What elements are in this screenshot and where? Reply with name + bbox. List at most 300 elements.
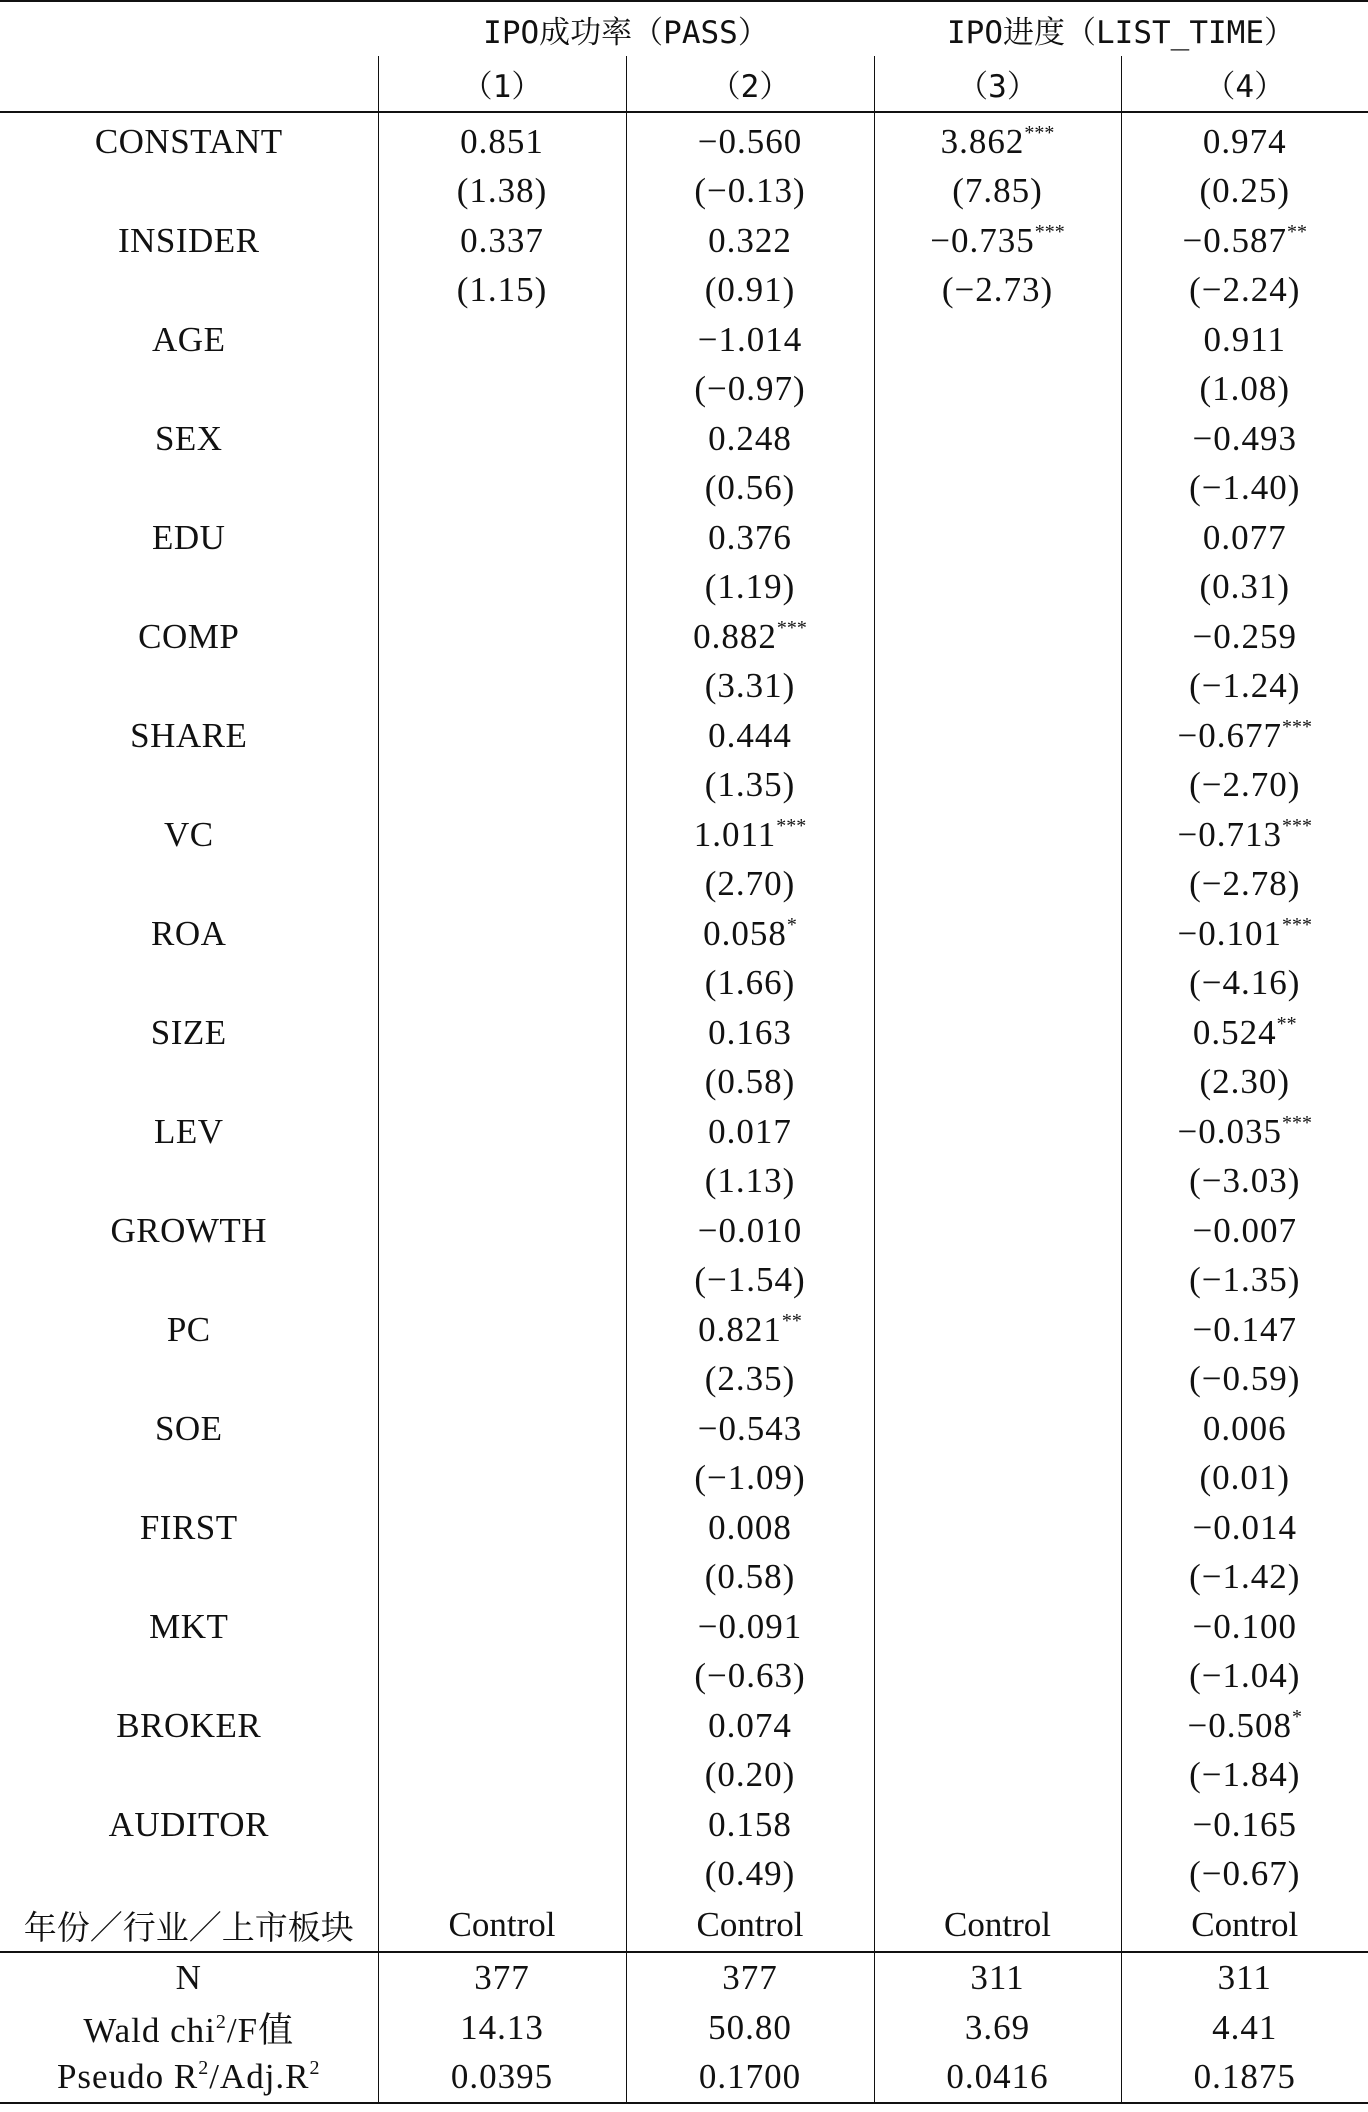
- table-row-tstat: [0, 464, 1368, 514]
- table-row-tstat: [0, 266, 1368, 316]
- t-statistic-cell: (−2.73): [874, 266, 1121, 316]
- stat-label: [0, 2003, 378, 2053]
- table-header: [0, 1, 1368, 112]
- blank-cell: [0, 1652, 378, 1702]
- stat-label-part: 2: [198, 2057, 210, 2080]
- coefficient-value: 0.248: [708, 418, 792, 458]
- blank-cell: [0, 1157, 378, 1207]
- coefficient-value: 0.077: [1202, 517, 1287, 557]
- t-statistic-cell: (−1.35): [1121, 1256, 1368, 1306]
- coefficient-cell: [626, 1503, 874, 1553]
- coefficient-cell: [1121, 414, 1368, 464]
- stat-value: 0.0395: [378, 2053, 626, 2104]
- variable-name: SHARE: [130, 715, 248, 755]
- coefficient-cell: [1121, 1008, 1368, 1058]
- table-body: [0, 112, 1368, 2103]
- t-statistic-cell: [874, 1652, 1121, 1702]
- coefficient-value: 0.444: [708, 715, 792, 755]
- table-row: [0, 909, 1368, 959]
- variable-name: SIZE: [150, 1012, 227, 1052]
- variable-name: LEV: [153, 1111, 224, 1151]
- coefficient-cell: [874, 1305, 1121, 1355]
- control-cell: Control: [378, 1899, 626, 1952]
- coefficient-value: −0.508: [1187, 1705, 1292, 1745]
- coefficient-cell: [874, 112, 1121, 167]
- coefficient-cell: [626, 1602, 874, 1652]
- t-statistic-cell: [378, 1850, 626, 1900]
- coefficient-cell: [626, 414, 874, 464]
- t-statistic-cell: [378, 365, 626, 415]
- coefficient-value: 0.074: [708, 1705, 792, 1745]
- t-statistic-cell: [378, 1652, 626, 1702]
- t-statistic-cell: [874, 1553, 1121, 1603]
- coefficient-value: −0.101: [1177, 913, 1282, 953]
- coefficient-cell: [874, 1701, 1121, 1751]
- significance-stars: **: [1287, 220, 1307, 243]
- control-cell: Control: [1121, 1899, 1368, 1952]
- coefficient-value: −0.010: [697, 1210, 803, 1250]
- table-row-tstat: [0, 1256, 1368, 1306]
- coefficient-cell: [1121, 112, 1368, 167]
- t-statistic-cell: [874, 959, 1121, 1009]
- stat-value: 50.80: [626, 2003, 874, 2053]
- coefficient-value: −1.014: [697, 319, 803, 359]
- coefficient-cell: [378, 216, 626, 266]
- table-row-tstat: [0, 761, 1368, 811]
- coefficient-value: 0.008: [708, 1507, 792, 1547]
- table-row-tstat: [0, 167, 1368, 217]
- coefficient-value: −0.165: [1192, 1804, 1297, 1844]
- coefficient-value: −0.100: [1192, 1606, 1297, 1646]
- table-row-tstat: [0, 1355, 1368, 1405]
- significance-stars: ***: [776, 814, 807, 837]
- coefficient-value: 0.821: [698, 1309, 782, 1349]
- table-row: [0, 1701, 1368, 1751]
- coefficient-cell: [1121, 1800, 1368, 1850]
- table-row: [0, 112, 1368, 167]
- coefficient-cell: [874, 909, 1121, 959]
- blank-cell: [0, 662, 378, 712]
- coefficient-cell: [874, 513, 1121, 563]
- coefficient-cell: [874, 1404, 1121, 1454]
- t-statistic-cell: [874, 761, 1121, 811]
- t-statistic-cell: [874, 1454, 1121, 1504]
- t-statistic-cell: [874, 1355, 1121, 1405]
- blank-cell: [0, 959, 378, 1009]
- coefficient-cell: [626, 216, 874, 266]
- variable-name: ROA: [151, 913, 227, 953]
- blank-cell: [0, 860, 378, 910]
- coefficient-value: −0.735: [930, 220, 1035, 260]
- t-statistic-cell: (−1.04): [1121, 1652, 1368, 1702]
- t-statistic-cell: [378, 1355, 626, 1405]
- table-row: [0, 612, 1368, 662]
- blank-cell: [0, 563, 378, 613]
- table-row-tstat: [0, 563, 1368, 613]
- variable-name: BROKER: [116, 1705, 262, 1745]
- coefficient-cell: [1121, 1305, 1368, 1355]
- t-statistic-cell: [378, 1157, 626, 1207]
- t-statistic-cell: (−3.03): [1121, 1157, 1368, 1207]
- t-statistic-cell: (2.70): [626, 860, 874, 910]
- coefficient-cell: [1121, 909, 1368, 959]
- stat-label-part: /F值: [226, 2010, 295, 2050]
- blank-cell: [0, 167, 378, 217]
- coefficient-cell: [378, 1602, 626, 1652]
- stat-row: [0, 2053, 1368, 2104]
- coefficient-cell: [874, 1602, 1121, 1652]
- coefficient-cell: [874, 1206, 1121, 1256]
- coefficient-cell: [378, 112, 626, 167]
- significance-stars: ***: [1024, 121, 1055, 144]
- table-row: [0, 1404, 1368, 1454]
- coefficient-value: 1.011: [693, 814, 777, 854]
- stat-value: 0.1875: [1121, 2053, 1368, 2104]
- coefficient-value: 0.058: [703, 913, 787, 953]
- stat-value: 3.69: [874, 2003, 1121, 2053]
- t-statistic-cell: (−0.63): [626, 1652, 874, 1702]
- coefficient-cell: [378, 414, 626, 464]
- coefficient-cell: [626, 513, 874, 563]
- coefficient-cell: [378, 1701, 626, 1751]
- t-statistic-cell: (−2.78): [1121, 860, 1368, 910]
- blank-cell: [0, 464, 378, 514]
- coefficient-cell: [378, 612, 626, 662]
- t-statistic-cell: [874, 1157, 1121, 1207]
- table-row: [0, 1206, 1368, 1256]
- t-statistic-cell: [378, 662, 626, 712]
- stat-label: [0, 2053, 378, 2104]
- coefficient-cell: [1121, 1602, 1368, 1652]
- t-statistic-cell: (−2.70): [1121, 761, 1368, 811]
- t-statistic-cell: [378, 1058, 626, 1108]
- coefficient-cell: [378, 513, 626, 563]
- coefficient-cell: [626, 1404, 874, 1454]
- t-statistic-cell: (−1.24): [1121, 662, 1368, 712]
- coefficient-value: 0.851: [460, 121, 544, 161]
- stat-value: 0.0416: [874, 2053, 1121, 2104]
- table-row: [0, 1800, 1368, 1850]
- variable-name: PC: [166, 1309, 211, 1349]
- coefficient-cell: [378, 810, 626, 860]
- coefficient-value: −0.259: [1192, 616, 1297, 656]
- table-row-tstat: [0, 1553, 1368, 1603]
- table-row: [0, 315, 1368, 365]
- table-row-tstat: [0, 365, 1368, 415]
- stat-label-part: 2: [309, 2057, 321, 2080]
- coefficient-value: 0.006: [1202, 1408, 1287, 1448]
- coefficient-cell: [1121, 612, 1368, 662]
- t-statistic-cell: (0.91): [626, 266, 874, 316]
- coefficient-value: −0.677: [1177, 715, 1282, 755]
- t-statistic-cell: (0.25): [1121, 167, 1368, 217]
- t-statistic-cell: [378, 1751, 626, 1801]
- coefficient-cell: [378, 1503, 626, 1553]
- variable-name: INSIDER: [117, 220, 260, 260]
- t-statistic-cell: (−0.59): [1121, 1355, 1368, 1405]
- stat-label-part: Wald chi: [83, 2010, 216, 2050]
- coefficient-cell: [626, 1800, 874, 1850]
- significance-stars: *: [786, 913, 797, 936]
- coefficient-value: 0.524: [1192, 1012, 1277, 1052]
- coefficient-cell: [1121, 1404, 1368, 1454]
- table-row: [0, 711, 1368, 761]
- coefficient-value: 0.911: [1203, 319, 1286, 359]
- t-statistic-cell: (−1.09): [626, 1454, 874, 1504]
- t-statistic-cell: (0.58): [626, 1058, 874, 1108]
- blank-cell: [0, 1058, 378, 1108]
- blank-cell: [0, 266, 378, 316]
- t-statistic-cell: (0.01): [1121, 1454, 1368, 1504]
- table-row-tstat: [0, 1850, 1368, 1900]
- coefficient-value: −0.147: [1192, 1309, 1297, 1349]
- t-statistic-cell: [874, 1058, 1121, 1108]
- stat-label: N: [0, 1952, 378, 2003]
- coefficient-cell: [626, 1206, 874, 1256]
- t-statistic-cell: [874, 464, 1121, 514]
- control-cell: Control: [626, 1899, 874, 1952]
- table-row-tstat: [0, 1454, 1368, 1504]
- coefficient-value: −0.587: [1182, 220, 1287, 260]
- stat-value: 4.41: [1121, 2003, 1368, 2053]
- variable-name: SOE: [154, 1408, 223, 1448]
- t-statistic-cell: [874, 1256, 1121, 1306]
- t-statistic-cell: [378, 860, 626, 910]
- header-blank-cell: [0, 56, 378, 112]
- coefficient-cell: [874, 1008, 1121, 1058]
- t-statistic-cell: (−1.40): [1121, 464, 1368, 514]
- table-row: [0, 513, 1368, 563]
- coefficient-value: 0.163: [708, 1012, 792, 1052]
- blank-cell: [0, 1751, 378, 1801]
- significance-stars: *: [1292, 1705, 1302, 1728]
- variable-name: AGE: [152, 319, 226, 359]
- coefficient-value: −0.014: [1192, 1507, 1297, 1547]
- coefficient-value: −0.560: [697, 121, 803, 161]
- coefficient-value: 3.862: [940, 121, 1025, 161]
- header-col-2: （2）: [626, 56, 874, 112]
- t-statistic-cell: (2.30): [1121, 1058, 1368, 1108]
- t-statistic-cell: [874, 662, 1121, 712]
- header-group-pass: IPO成功率（PASS）: [378, 1, 874, 56]
- coefficient-cell: [874, 1503, 1121, 1553]
- coefficient-cell: [874, 1107, 1121, 1157]
- t-statistic-cell: (0.56): [626, 464, 874, 514]
- t-statistic-cell: [378, 464, 626, 514]
- coefficient-cell: [626, 909, 874, 959]
- table-row-tstat: [0, 1652, 1368, 1702]
- table-row: [0, 1008, 1368, 1058]
- variable-name: VC: [163, 814, 214, 854]
- coefficient-cell: [626, 1107, 874, 1157]
- coefficient-value: 0.882: [693, 616, 777, 656]
- coefficient-cell: [1121, 711, 1368, 761]
- t-statistic-cell: (−1.42): [1121, 1553, 1368, 1603]
- table-row-tstat: [0, 1157, 1368, 1207]
- header-blank-cell: [0, 1, 378, 56]
- header-col-3: （3）: [874, 56, 1121, 112]
- table-row-tstat: [0, 860, 1368, 910]
- stat-value: 311: [1121, 1952, 1368, 2003]
- t-statistic-cell: [378, 563, 626, 613]
- coefficient-cell: [874, 810, 1121, 860]
- coefficient-cell: [1121, 1701, 1368, 1751]
- coefficient-value: 0.322: [708, 220, 792, 260]
- coefficient-cell: [626, 315, 874, 365]
- significance-stars: ***: [1282, 1111, 1312, 1134]
- coefficient-value: −0.543: [697, 1408, 803, 1448]
- significance-stars: ***: [776, 616, 807, 639]
- significance-stars: ***: [1282, 715, 1312, 738]
- blank-cell: [0, 1256, 378, 1306]
- coefficient-cell: [378, 1008, 626, 1058]
- coefficient-value: 0.158: [708, 1804, 792, 1844]
- coefficient-cell: [378, 711, 626, 761]
- variable-name: CONSTANT: [94, 121, 283, 161]
- stat-label-part: Pseudo R: [56, 2057, 199, 2097]
- coefficient-cell: [378, 1800, 626, 1850]
- t-statistic-cell: (7.85): [874, 167, 1121, 217]
- coefficient-cell: [378, 1107, 626, 1157]
- t-statistic-cell: [874, 1850, 1121, 1900]
- t-statistic-cell: [378, 959, 626, 1009]
- coefficient-cell: [1121, 513, 1368, 563]
- coefficient-cell: [1121, 1503, 1368, 1553]
- blank-cell: [0, 761, 378, 811]
- significance-stars: ***: [1282, 814, 1312, 837]
- stat-value: 377: [378, 1952, 626, 2003]
- t-statistic-cell: (1.19): [626, 563, 874, 613]
- t-statistic-cell: [874, 563, 1121, 613]
- t-statistic-cell: (1.38): [378, 167, 626, 217]
- blank-cell: [0, 365, 378, 415]
- coefficient-cell: [1121, 1206, 1368, 1256]
- coefficient-cell: [626, 711, 874, 761]
- coefficient-cell: [874, 216, 1121, 266]
- header-group-list-time: IPO进度（LIST_TIME）: [874, 1, 1368, 56]
- t-statistic-cell: (1.66): [626, 959, 874, 1009]
- table-row-tstat: [0, 959, 1368, 1009]
- t-statistic-cell: [378, 1553, 626, 1603]
- t-statistic-cell: (1.35): [626, 761, 874, 811]
- coefficient-cell: [1121, 1107, 1368, 1157]
- stat-value: 377: [626, 1952, 874, 2003]
- t-statistic-cell: (−0.67): [1121, 1850, 1368, 1900]
- blank-cell: [0, 1454, 378, 1504]
- variable-name: COMP: [138, 616, 240, 656]
- coefficient-cell: [378, 1305, 626, 1355]
- coefficient-cell: [1121, 216, 1368, 266]
- stat-value: 14.13: [378, 2003, 626, 2053]
- t-statistic-cell: (1.13): [626, 1157, 874, 1207]
- control-cell: Control: [874, 1899, 1121, 1952]
- stat-label-part: /Adj.R: [209, 2057, 310, 2097]
- blank-cell: [0, 1850, 378, 1900]
- significance-stars: ***: [1282, 913, 1312, 936]
- table-row: [0, 1305, 1368, 1355]
- coefficient-value: 0.376: [708, 517, 792, 557]
- t-statistic-cell: (−0.13): [626, 167, 874, 217]
- stat-value: 0.1700: [626, 2053, 874, 2104]
- significance-stars: **: [1276, 1012, 1297, 1035]
- significance-stars: ***: [1034, 220, 1065, 243]
- stat-row: [0, 1952, 1368, 2003]
- coefficient-value: −0.007: [1192, 1210, 1297, 1250]
- coefficient-value: −0.035: [1177, 1111, 1282, 1151]
- significance-stars: **: [781, 1309, 802, 1332]
- stat-label-part: 2: [215, 2010, 227, 2033]
- coefficient-cell: [874, 612, 1121, 662]
- table-row: [0, 414, 1368, 464]
- coefficient-cell: [378, 1206, 626, 1256]
- table-row: [0, 1602, 1368, 1652]
- coefficient-cell: [874, 315, 1121, 365]
- coefficient-value: 0.337: [460, 220, 544, 260]
- variable-name: FIRST: [139, 1507, 238, 1547]
- t-statistic-cell: (0.58): [626, 1553, 874, 1603]
- control-label: 年份／行业／上市板块: [23, 1907, 354, 1947]
- t-statistic-cell: (1.15): [378, 266, 626, 316]
- coefficient-cell: [626, 1701, 874, 1751]
- coefficient-cell: [874, 414, 1121, 464]
- t-statistic-cell: (−2.24): [1121, 266, 1368, 316]
- t-statistic-cell: (2.35): [626, 1355, 874, 1405]
- coefficient-cell: [378, 315, 626, 365]
- t-statistic-cell: (0.49): [626, 1850, 874, 1900]
- t-statistic-cell: [874, 860, 1121, 910]
- t-statistic-cell: (−1.54): [626, 1256, 874, 1306]
- t-statistic-cell: (−0.97): [626, 365, 874, 415]
- t-statistic-cell: (−4.16): [1121, 959, 1368, 1009]
- coefficient-value: 0.017: [708, 1111, 792, 1151]
- table-row-tstat: [0, 1058, 1368, 1108]
- t-statistic-cell: (0.31): [1121, 563, 1368, 613]
- table-row-tstat: [0, 1751, 1368, 1801]
- table-row: [0, 810, 1368, 860]
- stat-row: [0, 2003, 1368, 2053]
- coefficient-cell: [626, 612, 874, 662]
- coefficient-cell: [626, 1008, 874, 1058]
- table-row: [0, 216, 1368, 266]
- coefficient-cell: [626, 1305, 874, 1355]
- coefficient-cell: [378, 1404, 626, 1454]
- t-statistic-cell: [378, 761, 626, 811]
- stat-value: 311: [874, 1952, 1121, 2003]
- control-row: [0, 1899, 1368, 1952]
- variable-name: SEX: [154, 418, 223, 458]
- coefficient-cell: [378, 909, 626, 959]
- t-statistic-cell: [874, 365, 1121, 415]
- coefficient-value: −0.091: [697, 1606, 803, 1646]
- table-row-tstat: [0, 662, 1368, 712]
- t-statistic-cell: (3.31): [626, 662, 874, 712]
- variable-name: MKT: [149, 1606, 229, 1646]
- variable-name: EDU: [152, 517, 226, 557]
- coefficient-cell: [874, 1800, 1121, 1850]
- t-statistic-cell: (−1.84): [1121, 1751, 1368, 1801]
- t-statistic-cell: (1.08): [1121, 365, 1368, 415]
- coefficient-value: −0.493: [1192, 418, 1297, 458]
- blank-cell: [0, 1553, 378, 1603]
- t-statistic-cell: [378, 1454, 626, 1504]
- coefficient-cell: [626, 810, 874, 860]
- table-row: [0, 1107, 1368, 1157]
- header-col-4: （4）: [1121, 56, 1368, 112]
- t-statistic-cell: [874, 1751, 1121, 1801]
- header-col-1: （1）: [378, 56, 626, 112]
- variable-name: GROWTH: [110, 1210, 268, 1250]
- table-row: [0, 1503, 1368, 1553]
